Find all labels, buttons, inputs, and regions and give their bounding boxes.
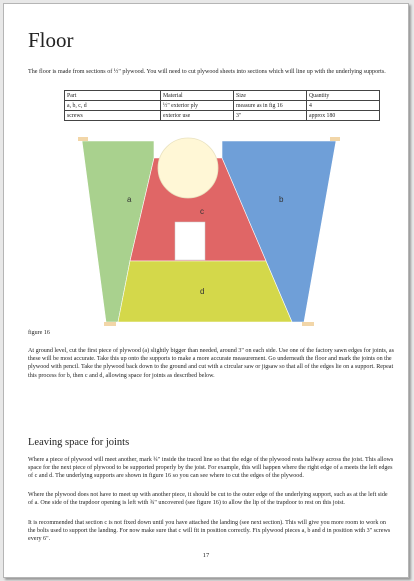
floor-support [104,322,116,326]
table-cell: screws [65,111,161,121]
table-row [65,101,380,111]
plywood-piece-d [118,261,292,322]
table-header-cell: Material [161,91,234,101]
document-page [3,3,409,578]
table-header-cell: Part [65,91,161,101]
figure-caption: figure 16 [28,330,50,336]
label-a: a [127,195,132,204]
label-c: c [200,207,204,216]
trapdoor-opening [175,222,205,260]
table-header-row [65,91,380,101]
table-cell: exterior use [161,111,234,121]
body-paragraph: At ground level, cut the first piece of plywood (a) slightly bigger than needed, around 3" on each side. Use one of the factory sawn edges for joints, as these will be most accurate. Take this up onto the supports to make a more accurate measurement. Go underneath the floor and mark the joints on the plywood with pencil. Take the plywood back down to the ground and cut with a circular saw or jigsaw so that all of the edges lie on a support. Repeat this process for b, then c and d, allowing space for joints as described below. [28,348,394,379]
circular-opening [158,138,218,198]
label-d: d [200,287,205,296]
table-cell: a, b, c, d [65,101,161,111]
page-title: Floor [28,28,74,52]
table-cell: 4 [307,101,380,111]
table-row [65,111,380,121]
body-paragraph: Where the plywood does not have to meet up with another piece, it should be cut to the outer edge of the underlying support, such as at the left side of a. One side of the trapdoor opening is left with ¾" uncovered (see figure 16) to allow the lip of the trapdoor to rest on this joist. [28,492,388,507]
floor-support [302,322,314,326]
body-paragraph: Where a piece of plywood will meet another, mark ¾" inside the traced line so that the edge of the plywood rests halfway across the joist. This allows space for the next piece of plywood to be supported properly by the joist. For example, this will happen where the right edge of a meets the left edges of c and d. The underlying supports are shown in figure 16 so you can see where to cut the edges of the plywood. [28,457,394,480]
section-heading: Leaving space for joints [28,437,130,448]
page-number: 17 [202,552,210,559]
table-cell: ½" exterior ply [161,101,234,111]
table-header-cell: Size [234,91,307,101]
table-cell: measure as in fig 16 [234,101,307,111]
label-b: b [279,195,284,204]
floor-support [330,137,340,141]
floor-diagram [74,136,342,328]
parts-table [64,90,380,121]
floor-support [78,137,88,141]
table-cell: approx 180 [307,111,380,121]
table-cell: 3" [234,111,307,121]
table-header-cell: Quantity [307,91,380,101]
body-paragraph: It is recommended that section c is not fixed down until you have attached the landing (see next section). This will give you more room to work on the bolts used to support the landing. For now make sure that c will fit in position correctly. Fix plywood pieces a, b and d in position with 3" screws every 6". [28,520,391,543]
intro-paragraph: The floor is made from sections of ½" plywood. You will need to cut plywood sheets into sections which will line up with the underlying supports. [28,69,386,75]
